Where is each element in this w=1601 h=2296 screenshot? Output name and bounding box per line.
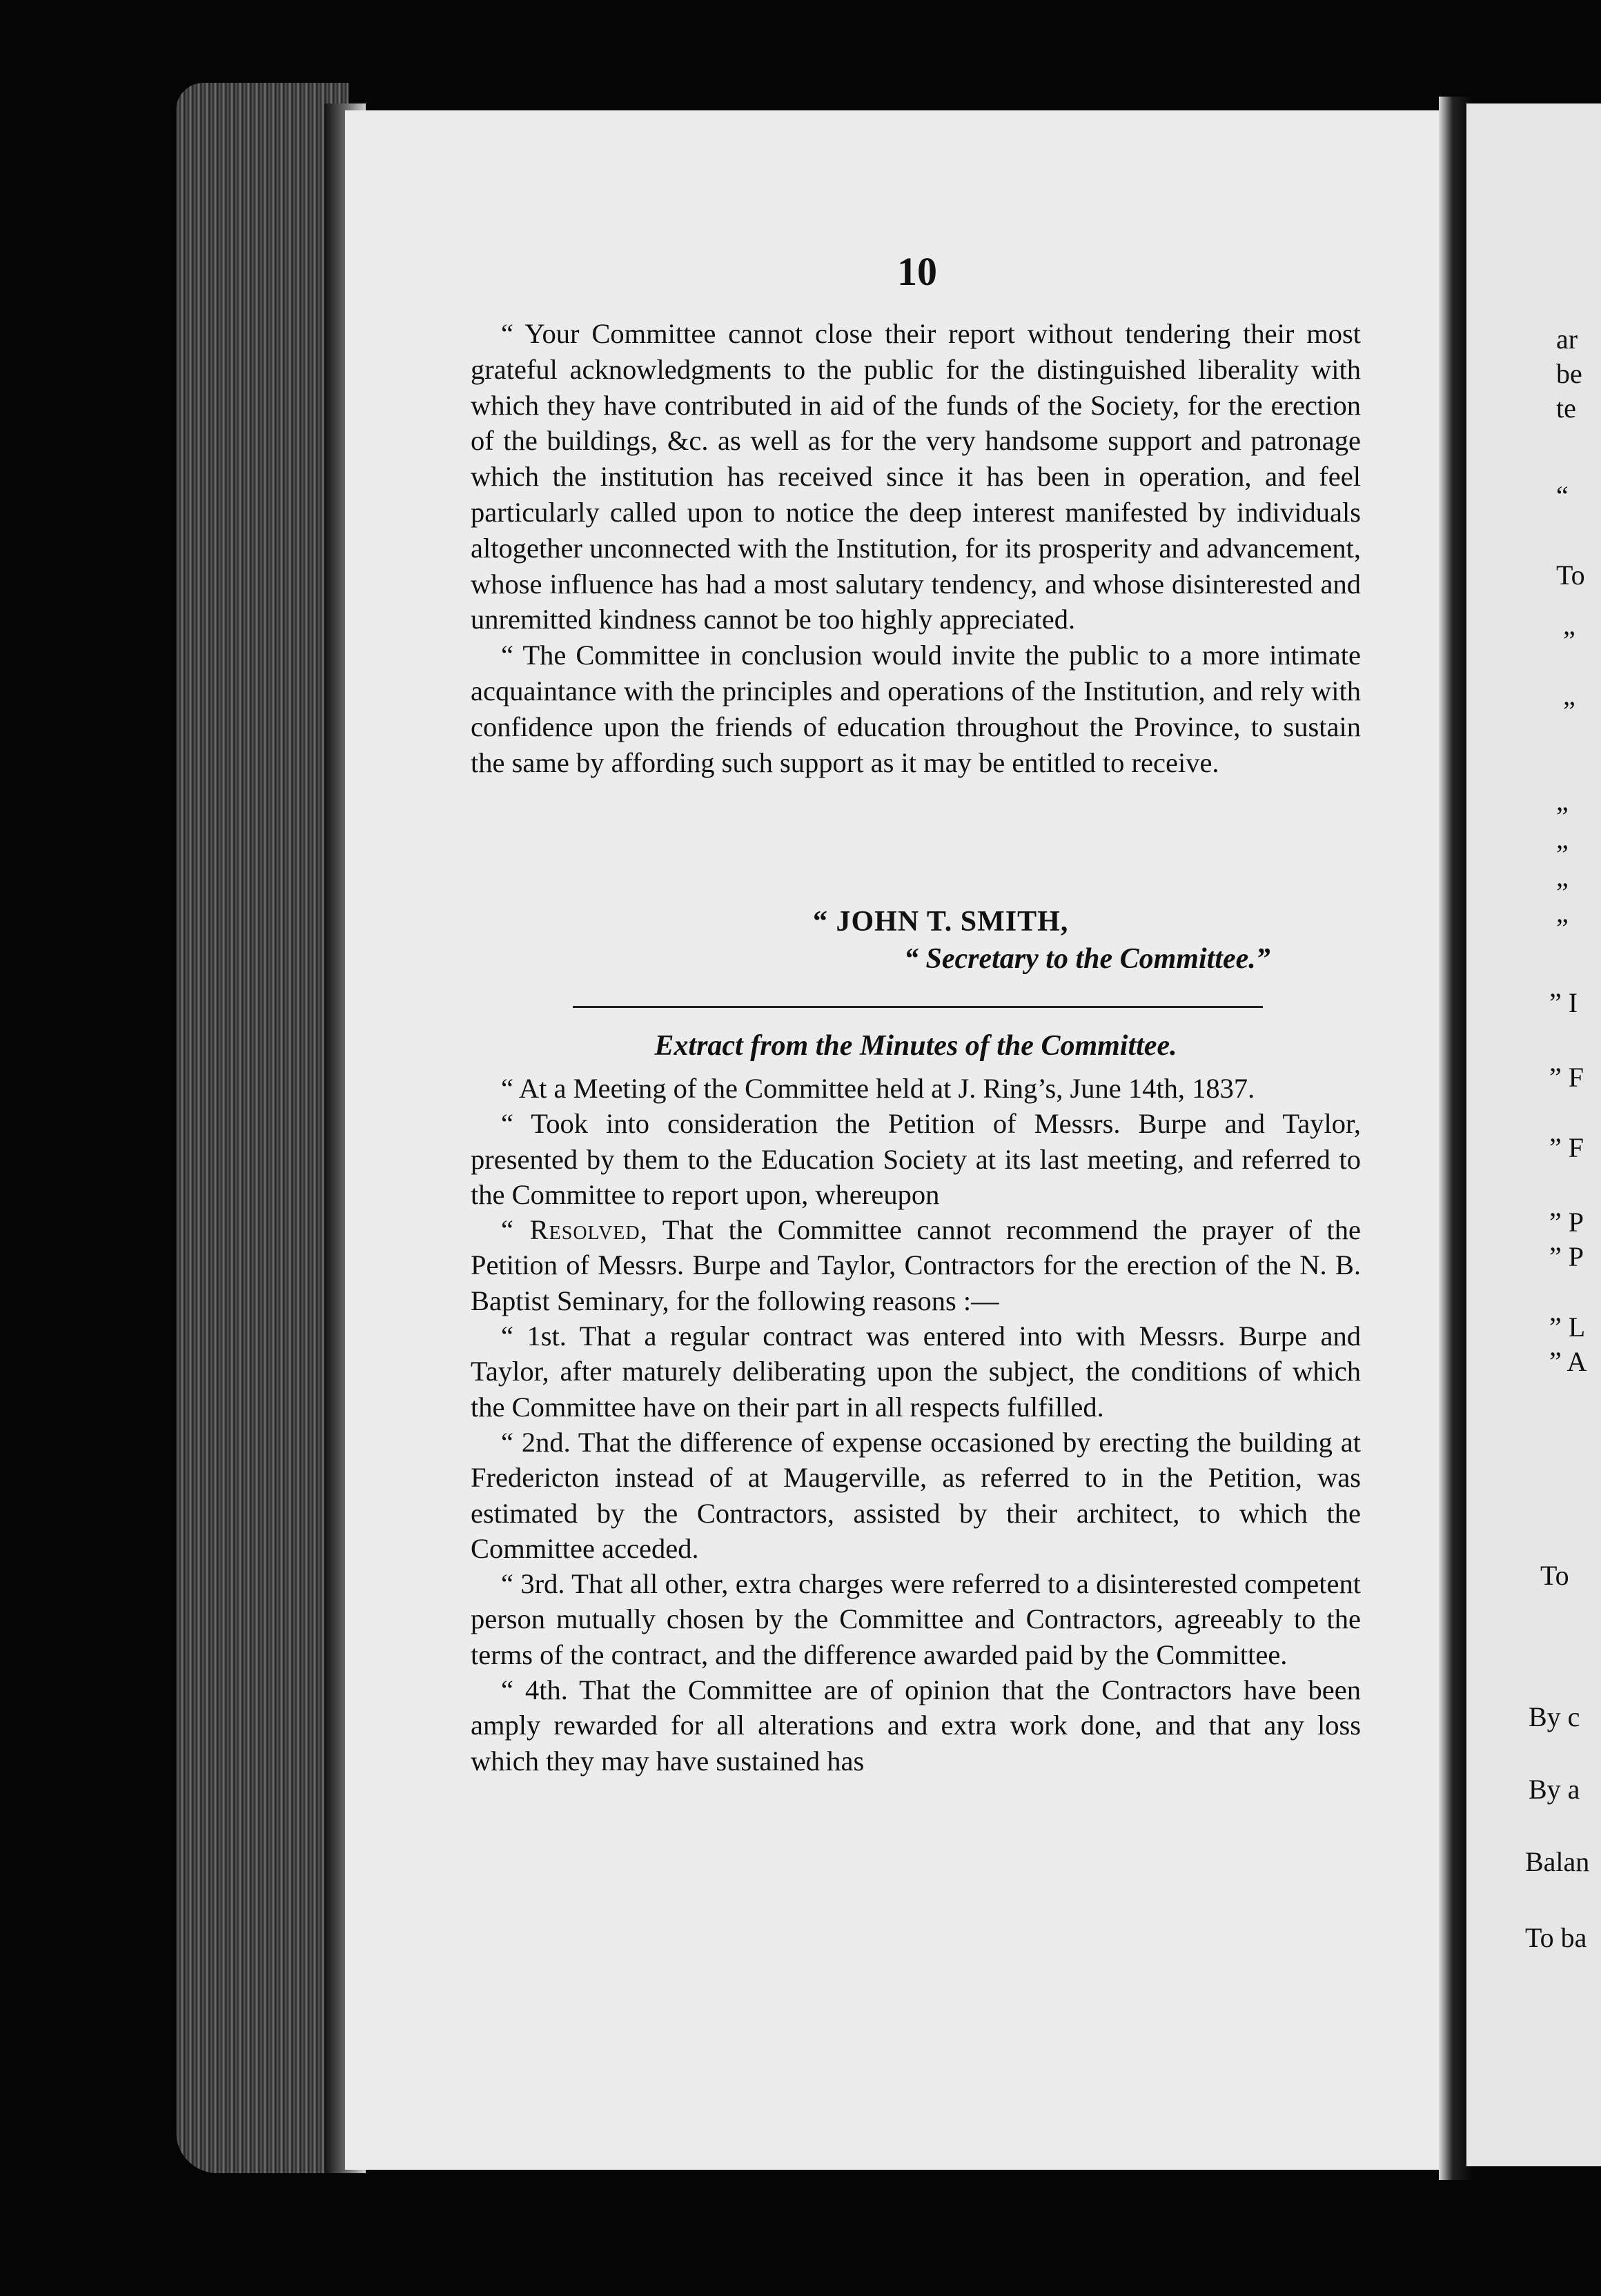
report-paragraph-acknowledgments: “ Your Committee cannot close their report without tendering their most grateful acknowledgments to the public for the distinguished liberality with which they have contributed in aid of the funds of the Society, for the erection of the buildings, &c. as well as for the very handsome support and patronage which the institution has received since it has been in operation, and feel particularly called upon to notice the deep interest manifested by individuals altogether unconnected with the Institution, for its prosperity and advancement, whose influence has had a most salutary tendency, and whose disinterested and unremitted kindness cannot be too highly appreciated. [471,318,1361,635]
minutes-heading: Extract from the Minutes of the Committee. [654,1030,1177,1062]
next-page-fragment: To [1556,560,1585,591]
minutes-text [471,1071,1361,1779]
resolved-label: “ Resolved, [501,1214,648,1246]
signature-name: “ JOHN T. SMITH, [813,906,1069,938]
next-page-fragment: ” P [1549,1241,1584,1272]
signature-title: “ Secretary to the Committee.” [904,943,1270,975]
next-page-fragment: ” [1556,839,1569,870]
report-paragraph-conclusion: “ The Committee in conclusion would invite the public to a more intimate acquaintance with the principles and operations of the Institution, and rely with confidence upon the friends of education throughout the Province, to sustain the same by affording such support as it may be entitled to receive. [471,640,1361,778]
minutes-reason-3: “ 3rd. That all other, extra charges were referred to a disinterested competent person mutually chosen by the Committee and Contractors, agreeably to the terms of the contract, and the difference awarded paid by the Committee. [471,1568,1361,1670]
minutes-petition: “ Took into consideration the Petition of Messrs. Burpe and Taylor, presented by them to the Education Society at its last meeting, and referred to the Committee to report upon, whereupon [471,1108,1361,1210]
page-number: 10 [897,249,937,294]
next-page-fragment: ” P [1549,1207,1584,1238]
next-page-fragment: ” [1556,801,1569,832]
next-page-fragment: Balan [1525,1846,1590,1877]
minutes-resolution [471,1212,1361,1318]
next-page-fragment: ar [1556,324,1578,355]
next-page-fragment: To [1540,1560,1569,1591]
resolved-text: That the Committee cannot recommend the prayer of the Petition of Messrs. Burpe and Taylor, Contractors for the erection of the N. B. Baptist Seminary, for the following reasons :— [471,1214,1361,1316]
minutes-reason-2: “ 2nd. That the difference of expense occasioned by erecting the building at Fredericton instead of at Maugerville, as referred to in the Petition, was estimated by the Contractors, assisted by their architect, to which the Committee acceded. [471,1426,1361,1564]
report-text [471,316,1361,780]
next-page-fragment: ” L [1549,1312,1586,1343]
next-page-fragment: ” [1556,877,1569,908]
next-page-fragment: By a [1529,1774,1580,1805]
next-page-fragment: “ [1556,480,1569,511]
book-page-edges [176,83,348,2173]
minutes-reason-4: “ 4th. That the Committee are of opinion that the Contractors have been amply rewarded for all alterations and extra work done, and that any loss which they may have sustained has [471,1674,1361,1777]
minutes-meeting: “ At a Meeting of the Committee held at J. Ring’s, June 14th, 1837. [501,1073,1255,1104]
next-page-fragment: be [1556,358,1582,389]
section-divider [573,1006,1263,1008]
next-page-fragment: By c [1529,1701,1580,1732]
next-page-fragment: To ba [1525,1922,1587,1953]
minutes-heading-wrap [471,1029,1361,1071]
next-page-fragment: te [1556,393,1576,424]
next-page-fragment: ” [1563,695,1575,726]
next-page-fragment: ” F [1549,1062,1584,1093]
minutes-reason-1: “ 1st. That a regular contract was entered into with Messrs. Burpe and Taylor, after maturely deliberating upon the subject, the conditions of which the Committee have on their part in all respects fulfilled. [471,1320,1361,1423]
next-page-fragment: ” A [1549,1346,1587,1377]
next-page-fragment: ” I [1549,987,1578,1018]
next-page-fragment: ” F [1549,1132,1584,1163]
next-page-fragment: ” [1563,625,1575,656]
next-page-fragment: ” [1556,913,1569,944]
